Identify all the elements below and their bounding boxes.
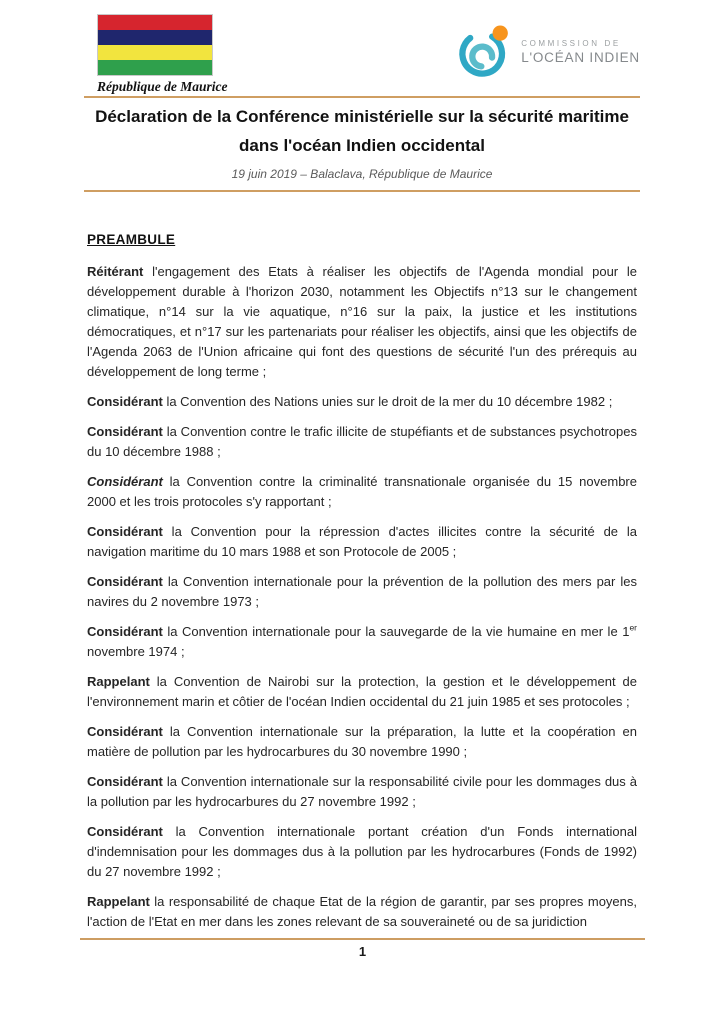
paragraph <box>87 622 637 662</box>
paragraph <box>87 892 637 932</box>
flag-stripe <box>98 60 212 75</box>
flag-stripe <box>98 15 212 30</box>
title-block <box>84 96 640 192</box>
paragraph <box>87 672 637 712</box>
paragraph-lead-word: Rappelant <box>87 894 150 909</box>
paragraph <box>87 392 637 412</box>
paragraph-lead-word: Rappelant <box>87 674 150 689</box>
paragraph-text: la Convention internationale portant création d'un Fonds international d'indemnisation pour les dommages dus à la pollution par les hydrocarbures (Fonds de 1992) du 27 novembre 1992 ; <box>87 824 637 879</box>
paragraph-lead-word: Considérant <box>87 624 163 639</box>
coi-logo-line1: COMMISSION DE <box>521 39 621 48</box>
paragraph-lead-word: Considérant <box>87 474 163 489</box>
paragraph-text: la responsabilité de chaque Etat de la région de garantir, par ses propres moyens, l'action de l'Etat en mer dans les zones relevant de sa souveraineté ou de sa juridiction <box>87 894 637 929</box>
document-title-line2: dans l'océan Indien occidental <box>239 136 485 155</box>
coi-logo-text <box>521 39 640 65</box>
paragraph <box>87 722 637 762</box>
page-header <box>0 0 724 96</box>
paragraph-lead-word: Considérant <box>87 524 163 539</box>
coi-swirl-icon <box>457 24 511 80</box>
page-number: 1 <box>358 944 367 959</box>
paragraph-text: la Convention internationale sur la responsabilité civile pour les dommages dus à la pollution par les hydrocarbures du 27 novembre 1992 ; <box>87 774 637 809</box>
paragraph-text: la Convention internationale pour la sauvegarde de la vie humaine en mer le 1 <box>162 624 630 639</box>
preamble-heading: PREAMBULE <box>87 232 176 247</box>
paragraph-lead-word: Considérant <box>87 824 163 839</box>
paragraph-text: la Convention pour la répression d'actes illicites contre la sécurité de la navigation maritime du 10 mars 1988 et son Protocole de 2005 ; <box>87 524 637 559</box>
mauritius-flag-icon <box>97 14 213 76</box>
flag-stripe <box>98 30 212 45</box>
paragraph-lead-word: Considérant <box>87 774 163 789</box>
preamble-paragraphs <box>87 262 637 932</box>
paragraph <box>87 522 637 562</box>
paragraph-text: la Convention internationale pour la prévention de la pollution des mers par les navires du 2 novembre 1973 ; <box>87 574 637 609</box>
paragraph-lead-word: Considérant <box>87 394 163 409</box>
paragraph-lead-word: Considérant <box>87 724 163 739</box>
document-title-line1: Déclaration de la Conférence ministérielle sur la sécurité maritime <box>95 107 629 126</box>
paragraph-text: la Convention internationale sur la préparation, la lutte et la coopération en matière de pollution par les hydrocarbures du 30 novembre 1990 ; <box>87 724 637 759</box>
superscript-text: er <box>629 622 637 633</box>
page-footer <box>80 938 645 961</box>
paragraph-lead-word: Considérant <box>87 574 163 589</box>
paragraph <box>87 572 637 612</box>
paragraph-lead-word: Considérant <box>87 424 163 439</box>
paragraph-text: la Convention des Nations unies sur le droit de la mer du 10 décembre 1982 ; <box>162 394 613 409</box>
paragraph <box>87 422 637 462</box>
paragraph <box>87 262 637 382</box>
paragraph-text: la Convention de Nairobi sur la protection, la gestion et le développement de l'environnement marin et côtier de l'océan Indien occidental du 21 juin 1985 et ses protocoles ; <box>87 674 637 709</box>
paragraph-text: la Convention contre la criminalité transnationale organisée du 15 novembre 2000 et les trois protocoles s'y rapportant ; <box>87 474 637 509</box>
paragraph <box>87 472 637 512</box>
paragraph-text: novembre 1974 ; <box>87 644 185 659</box>
paragraph-text: la Convention contre le trafic illicite de stupéfiants et de substances psychotropes du 10 décembre 1988 ; <box>87 424 637 459</box>
coi-logo-line2: L'OCÉAN INDIEN <box>521 50 640 65</box>
paragraph-lead-word: Réitérant <box>87 264 144 279</box>
document-title <box>84 102 640 160</box>
paragraph <box>87 772 637 812</box>
country-label: République de Maurice <box>97 79 228 94</box>
flag-stripe <box>98 45 212 60</box>
document-body <box>87 232 637 932</box>
coi-logo <box>457 24 640 80</box>
paragraph <box>87 822 637 882</box>
paragraph-text: l'engagement des Etats à réaliser les objectifs de l'Agenda mondial pour le développement durable à l'horizon 2030, notamment les Objectifs n°13 sur le changement climatique, n°14 sur la vie aquatique, n°16 sur la paix, la justice et les institutions démocratiques, et n°17 sur les partenariats pour réaliser les objectifs, ainsi que les objectifs de l'Agenda 2063 de l'Union africaine qui font des questions de sécurité l'un des prérequis au développement de long terme ; <box>87 264 637 379</box>
dateline: 19 juin 2019 – Balaclava, République de Maurice <box>231 167 493 181</box>
mauritius-emblem <box>97 14 228 95</box>
